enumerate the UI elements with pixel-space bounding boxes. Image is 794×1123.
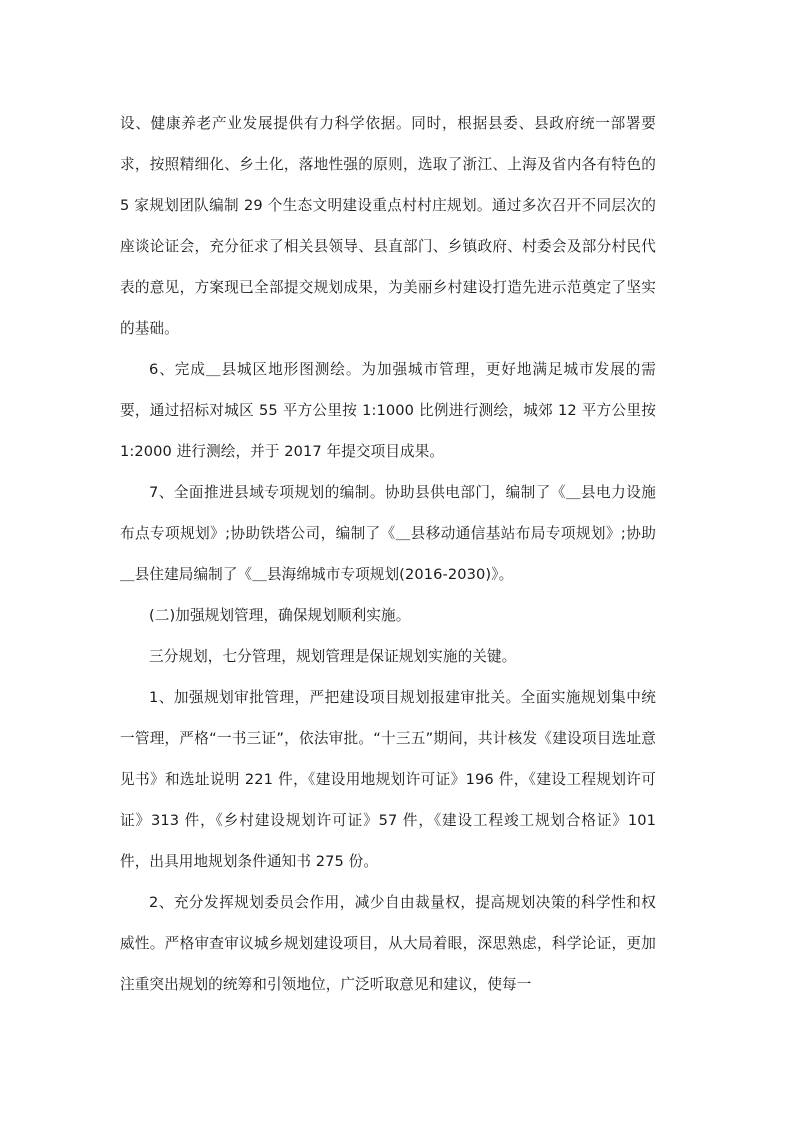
paragraph-7: 2、充分发挥规划委员会作用，减少自由裁量权，提高规划决策的科学性和权威性。严格审查审议城乡规划建设项目，从大局着眼，深思熟虑，科学论证，更加注重突出规划的统筹和引领地位，广泛听取意见和建议，使每一 [120, 894, 656, 993]
section-heading: (二)加强规划管理，确保规划顺利实施。 [149, 607, 411, 624]
paragraph-1: 设、健康养老产业发展提供有力科学依据。同时，根据县委、县政府统一部署要求，按照精细化、乡土化，落地性强的原则，选取了浙江、上海及省内各有特色的 5 家规划团队编制 29 个生态文明建设重点村村庄规划。通过多次召开不同层次的座谈论证会，充分征求了相关县领导、县直部门、乡镇政府、村委会及部分村民代表的意见，方案现已全部提交规划成果，为美丽乡村建设打造先进示范奠定了坚实的基础。 [120, 115, 656, 337]
paragraph-2: 6、完成＿县城区地形图测绘。为加强城市管理，更好地满足城市发展的需要，通过招标对城区 55 平方公里按 1:1000 比例进行测绘，城郊 12 平方公里按 1:2000 进行测绘，并于 2017 年提交项目成果。 [120, 361, 656, 460]
paragraph-3: 7、全面推进县域专项规划的编制。协助县供电部门，编制了《＿县电力设施布点专项规划》;协助铁塔公司，编制了《＿县移动通信基站布局专项规划》;协助＿县住建局编制了《＿县海绵城市专项规划(2016-2030)》。 [120, 484, 656, 583]
paragraph-6: 1、加强规划审批管理，严把建设项目规划报建审批关。全面实施规划集中统一管理，严格“一书三证”，依法审批。“十三五”期间，共计核发《建设项目选址意见书》和选址说明 221 件，《建设用地规划许可证》196 件，《建设工程规划许可证》313 件，《乡村建设规划许可证》57 件，《建设工程竣工规划合格证》101 件，出具用地规划条件通知书 275 份。 [120, 689, 656, 870]
document-body [120, 103, 656, 1005]
paragraph-5: 三分规划，七分管理，规划管理是保证规划实施的关键。 [149, 648, 517, 665]
